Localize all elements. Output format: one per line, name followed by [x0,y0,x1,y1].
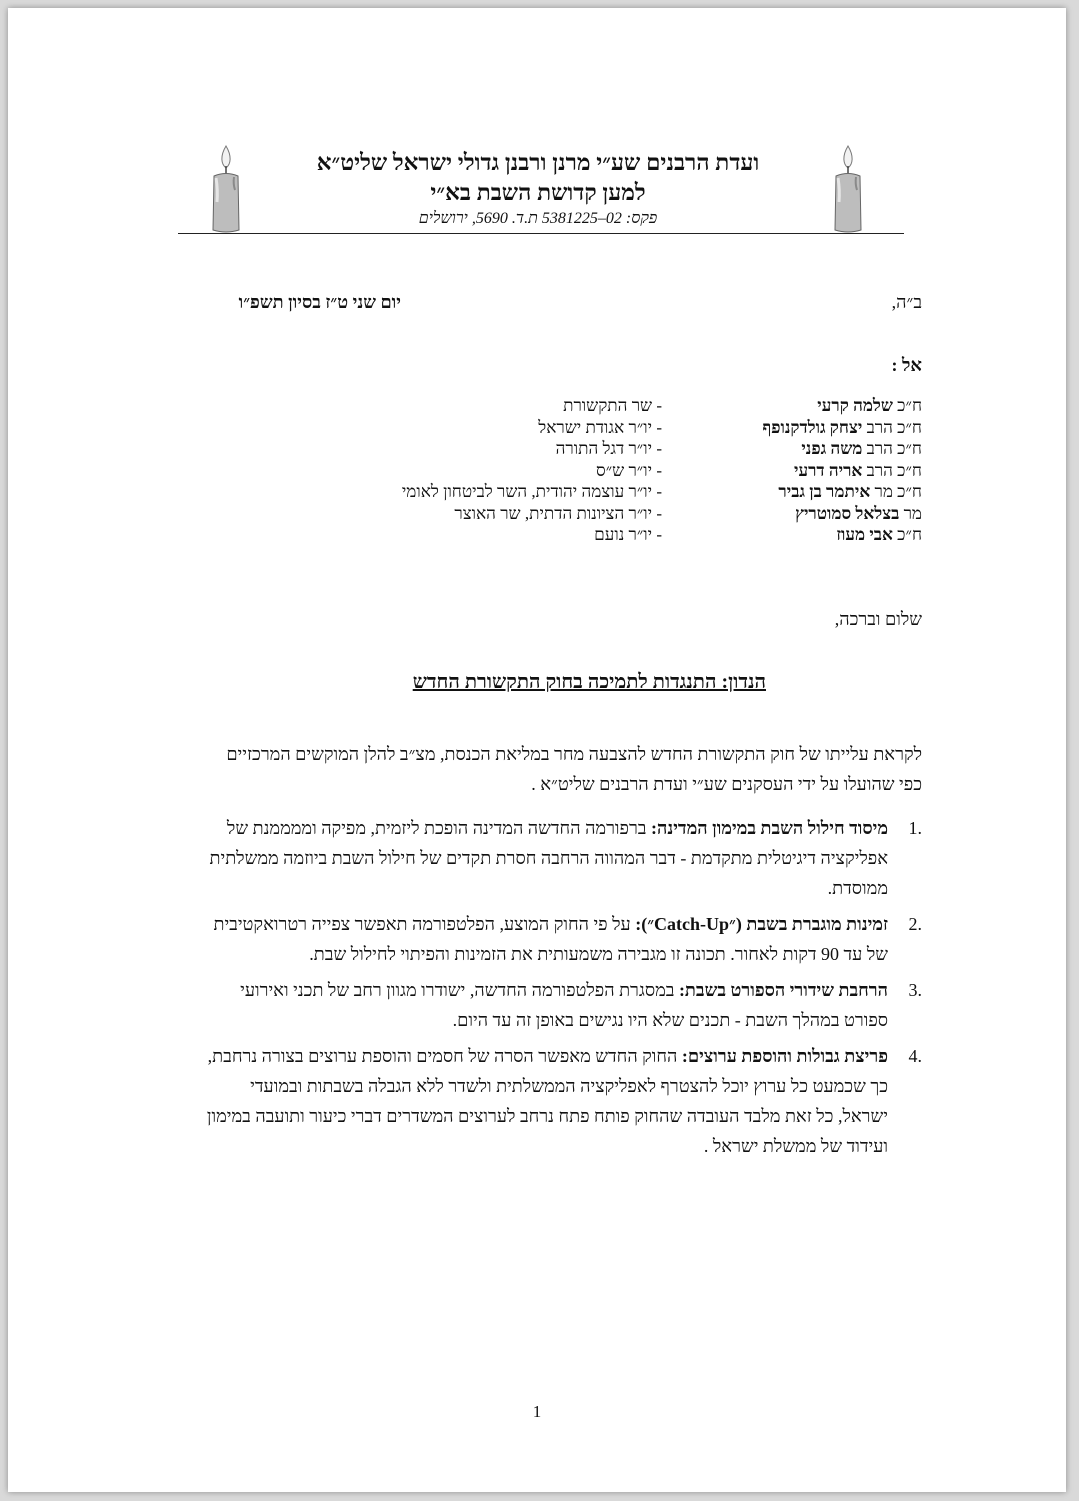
item-text: על פי החוק המוצע, הפלטפורמה תאפשר צפייה רטרואקטיבית של עד 90 דקות לאחור. תכונה זו מגבירה משמעותית את הזמינות והפיתוי לחילול שבת. [213,914,888,964]
greeting: שלום וברכה, [834,609,922,629]
letterhead-subtitle: למען קדושת השבת בא״י [430,180,646,205]
item-title: מיסוד חילול השבת במימון המדינה: [651,818,888,838]
item-title: הרחבת שידורי הספורט בשבת: [678,980,888,1000]
letterhead-title: ועדת הרבנים שע״י מרנן ורבנן גדולי ישראל שליט״א [316,150,760,175]
item-text: במסגרת הפלטפורמה החדשה, ישודרו מגוון רחב של תכני ואירועי ספורט במהלך השבת - תכנים שלא היו נגישים באופן זה עד היום. [240,980,888,1030]
list-item [202,909,922,969]
list-item [202,1041,922,1161]
recipient-name: בצלאל סמוטריץ [795,503,900,523]
letterhead [178,136,904,244]
recipient-prefix: ח״כ הרב [866,439,922,458]
recipient-name: יצחק גולדקנופף [762,417,863,437]
recipient-row [302,418,922,440]
intro-paragraph: לקראת עלייתו של חוק התקשורת החדש להצבעה מחר במליאת הכנסת, מצ״ב להלן המוקשים המרכזיים כפי שהועלו על ידי העסקנים שע״י ועדת הרבנים שליט״א . [226,744,922,794]
recipient-role: - יו״ר ש״ס [596,460,662,480]
list-item [202,813,922,903]
item-title: זמינות מוגברת בשבת (״Catch-Up״): [635,914,888,934]
candle-icon [206,144,246,236]
recipient-role: - יו״ר נועם [594,525,662,544]
recipient-role: - יו״ר אגודת ישראל [538,417,662,437]
item-number: 2. [908,914,922,934]
item-title: פריצת גבולות והוספת ערוצים: [681,1046,888,1066]
recipient-row [302,439,922,461]
candle-icon [828,144,868,236]
item-number: 4. [908,1046,922,1066]
bh-mark: ב״ה, [891,292,922,312]
recipient-role: - יו״ר דגל התורה [555,439,662,458]
recipient-prefix: מר [903,503,922,523]
letterhead-contact: פקס: 02–5381225 ת.ד. 5690, ירושלים [418,210,658,227]
recipient-role: - יו״ר הציונות הדתית, שר האוצר [454,503,662,523]
recipient-row [302,504,922,526]
recipient-row [302,482,922,504]
recipient-name: אבי מעוז [836,525,893,544]
recipient-name: משה גפני [801,439,863,458]
recipient-prefix: ח״כ מר [874,482,922,501]
recipient-name: אריה דרעי [793,460,863,480]
recipient-name: שלמה קרעי [817,396,893,415]
item-text: החוק החדש מאפשר הסרה של חסמים והוספת ערוצים בצורה נרחבת, כך שכמעט כל ערוץ יוכל להצטרף לאפליקציה הממשלתית ולשדר ללא הגבלה בשבתות ובמועדי ישראל, כל זאת מלבד העובדה שהחוק פותח פתח נרחב לערוצים המשדרים דברי כיעור ותועבה במימון ועידוד של ממשלת ישראל . [206,1046,888,1156]
recipient-row [302,525,922,547]
subject-line: הנדון: התנגדות לתמיכה בחוק התקשורת החדש [412,671,766,693]
recipient-prefix: ח״כ [897,525,922,544]
recipient-prefix: ח״כ [897,396,922,415]
item-text: ברפורמה החדשה המדינה הופכת ליזמית, מפיקה וממממנת של אפליקציה דיגיטלית מתקדמת - דבר המהווה הרחבה חסרת תקדים של חילול השבת ביוזמה ממשלתית ממוסדת. [209,818,888,898]
item-number: 1. [908,818,922,838]
letter-date: יום שני ט״ז בסיון תשפ״ו [238,292,401,312]
recipient-role: - יו״ר עוצמה יהודית, השר לביטחון לאומי [401,482,662,501]
recipient-prefix: ח״כ הרב [866,460,922,480]
list-item [202,975,922,1035]
letterhead-divider [178,233,904,234]
recipient-row [302,461,922,483]
recipient-name: איתמר בן גביר [778,482,871,501]
recipients-list [302,396,922,547]
recipient-role: - שר התקשורת [563,396,662,415]
item-number: 3. [908,980,922,1000]
points-list [202,813,922,1167]
to-label: אל : [891,355,922,375]
document-page [8,8,1066,1492]
recipient-prefix: ח״כ הרב [866,417,922,437]
page-number: 1 [532,1402,542,1421]
recipient-row [302,396,922,418]
